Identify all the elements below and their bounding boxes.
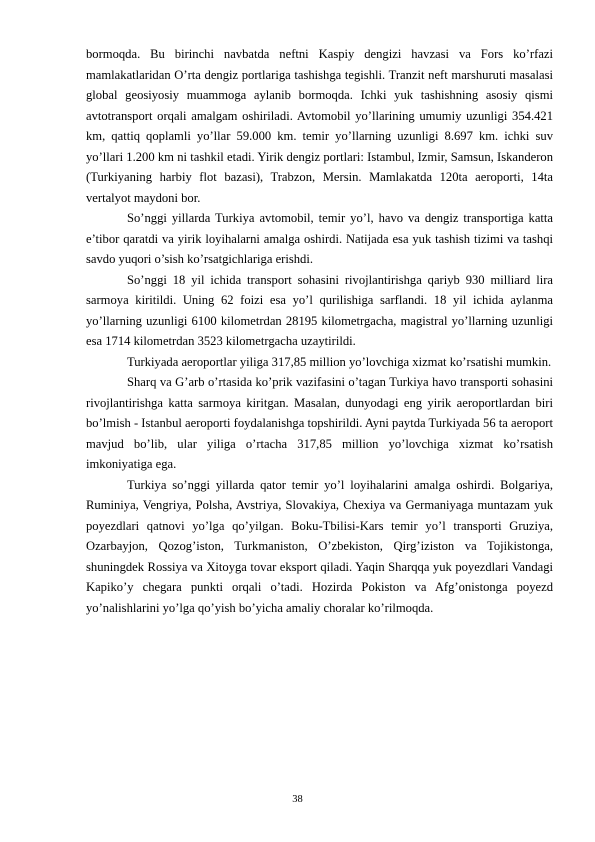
page-number: 38: [292, 794, 303, 805]
paragraph-recent-projects: So’nggi yillarda Turkiya avtomobil, temir yo’l, havo va dengiz transportiga katta e’tibor qaratdi va yirik loyihalarni amalga oshirdi. Natijada esa yuk tashish tizimi va tashqi savdo yuqori o’sish ko’rsatgichlariga erishdi.: [86, 211, 553, 266]
paragraph-transit-oil: bormoqda. Bu birinchi navbatda neftni Kaspiy dengizi havzasi va Fors ko’rfazi mamlakatlaridan O’rta dengiz portlariga tashishga tegishli. Tranzit neft marshuruti masalasi global geosiyosiy muammoga aylanib bormoqda. Ichki yuk tashishning asosiy qismi avtotransport orqali amalgam oshiriladi. Avtomobil yo’llarining umumiy uzunligi 354.421 km, qattiq qoplamli yo’llar 59.000 km. temir yo’llarning uzunligi 8.697 km. ichki suv yo’llari 1.200 km ni tashkil etadi. Yirik dengiz portlari: Istambul, Izmir, Samsun, Iskanderon (Turkiyaning harbiy flot bazasi), Trabzon, Mersin. Mamlakatda 120ta aeroporti, 14ta vertalyot maydoni bor.: [86, 47, 553, 205]
document-body: [86, 44, 553, 618]
paragraph-airport-capacity: Turkiyada aeroportlar yiliga 317,85 million yo’lovchiga xizmat ko’rsatishi mumkin.: [127, 354, 552, 369]
paragraph-air-transport: Sharq va G’arb o’rtasida ko’prik vazifasini o’tagan Turkiya havo transporti sohasini rivojlantirishga katta sarmoya kiritgan. Masalan, dunyodagi eng yirik aeroportlardan biri bo’lmish - Istanbul aeroporti foydalanishga topshirildi. Ayni paytda Turkiyada 56 ta aeroport mavjud bo’lib, ular yiliga o’rtacha 317,85 million yo’lovchiga xizmat ko’rsatish imkoniyatiga ega.: [86, 375, 553, 471]
paragraph-investment: So’nggi 18 yil ichida transport sohasini rivojlantirishga qariyb 930 milliard lira sarmoya kiritildi. Uning 62 foizi esa yo’l qurilishiga sarflandi. 18 yil ichida aylanma yo’llarning uzunligi 6100 kilometrdan 28195 kilometrgacha, magistral yo’llarning uzunligi esa 1714 kilometrdan 3523 kilometrgacha uzaytirildi.: [86, 272, 553, 348]
paragraph-railway: Turkiya so’nggi yillarda qator temir yo’l loyihalarini amalga oshirdi. Bolgariya, Ruminiya, Vengriya, Polsha, Avstriya, Slovakiya, Chexiya va Germaniyaga muntazam yuk poyezdlari qatnovi yo’lga qo’yilgan. Boku-Tbilisi-Kars temir yo’l transporti Gruziya, Ozarbayjon, Qozog’iston, Turkmaniston, O’zbekiston, Qirg’iziston va Tojikistonga, shuningdek Rossiya va Xitoyga tovar eksport qiladi. Yaqin Sharqqa yuk poyezdlari Vandagi Kapiko’y chegara punkti orqali o’tadi. Hozirda Pokiston va Afg’onistonga poyezd yo’nalishlarini yo’lga qo’yish bo’yicha amaliy choralar ko’rilmoqda.: [86, 477, 553, 615]
